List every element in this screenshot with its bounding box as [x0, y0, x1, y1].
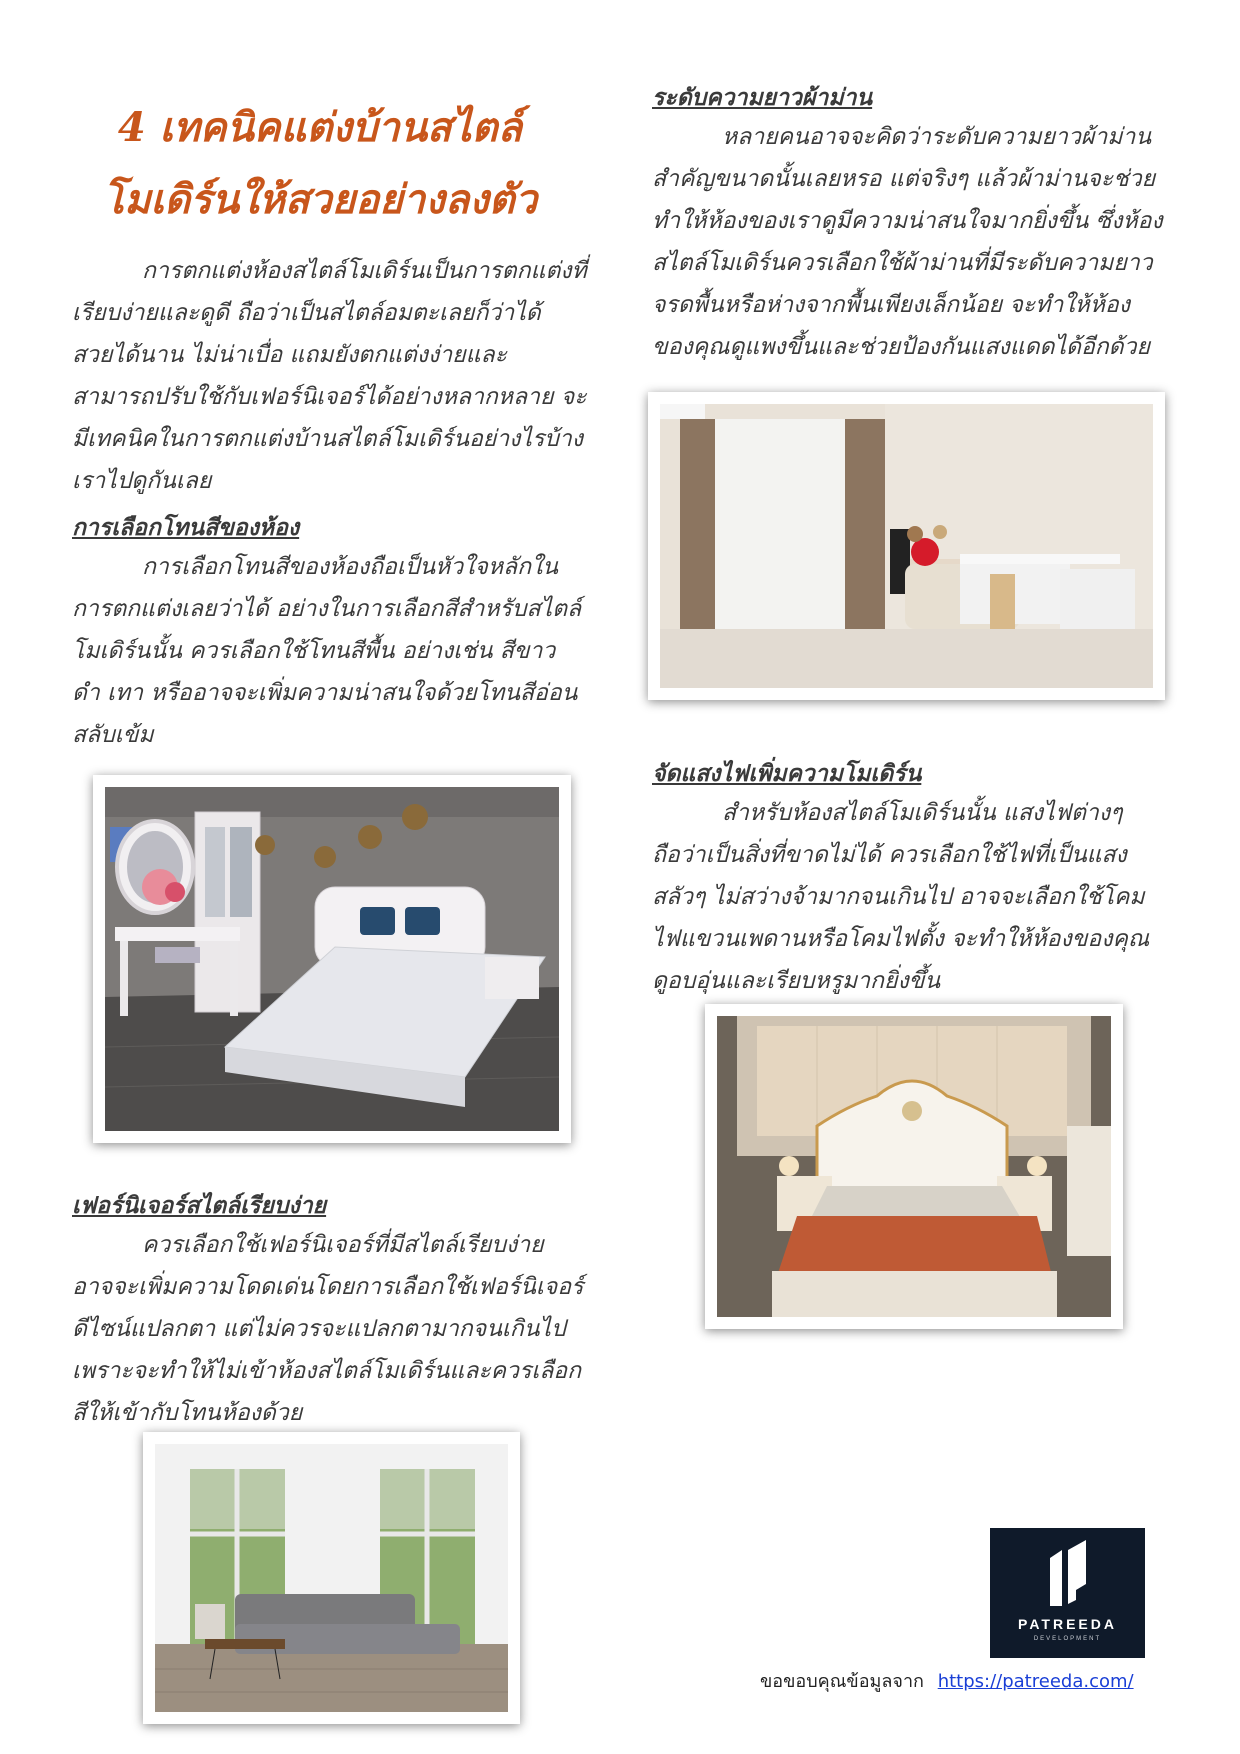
furniture-section	[72, 1188, 588, 1434]
color-heading: การเลือกโทนสีของห้อง	[72, 515, 300, 541]
living-room-photo	[648, 392, 1165, 700]
color-section	[72, 510, 588, 756]
sofa-image	[155, 1444, 508, 1712]
patreeda-logo	[990, 1528, 1145, 1658]
logo-subtitle: DEVELOPMENT	[1033, 1636, 1102, 1642]
luxury-bed-image	[717, 1016, 1111, 1317]
title-line-2: โมเดิร์นให้สวยอย่างลงตัว	[102, 176, 538, 223]
patreeda-logo-mark-icon	[1046, 1540, 1090, 1610]
curtain-paragraph: หลายคนอาจจะคิดว่าระดับความยาวผ้าม่านสำคัญขนาดนั้นเลยหรอ แต่จริงๆ แล้วผ้าม่านจะช่วยทำให้ห้องของเราดูมีความน่าสนใจมากยิ่งขึ้น ซึ่งห้องสไตล์โมเดิร์นควรเลือกใช้ผ้าม่านที่มีระดับความยาวจรดพื้นหรือห่างจากพื้นเพียงเล็กน้อย จะทำให้ห้องของคุณดูแพงขึ้นและช่วยป้องกันแสงแดดได้อีกด้วย	[652, 124, 1163, 360]
sofa-photo	[143, 1432, 520, 1724]
credit-label: ขอขอบคุณข้อมูลจาก	[760, 1671, 924, 1692]
living-room-image	[660, 404, 1153, 688]
lighting-paragraph: สำหรับห้องสไตล์โมเดิร์นนั้น แสงไฟต่างๆ ถือว่าเป็นสิ่งที่ขาดไม่ได้ ควรเลือกใช้ไฟที่เป็นแสงสลัวๆ ไม่สว่างจ้ามากจนเกินไป อาจจะเลือกใช้โคมไฟแขวนเพดานหรือโคมไฟตั้ง จะทำให้ห้องของคุณดูอบอุ่นและเรียบหรูมากยิ่งขึ้น	[652, 800, 1150, 994]
bedroom-image	[105, 787, 559, 1131]
furniture-heading: เฟอร์นิเจอร์สไตล์เรียบง่าย	[72, 1193, 327, 1219]
luxury-bed-photo	[705, 1004, 1123, 1329]
lighting-section	[652, 756, 1164, 1002]
title-line-1: 4 เทคนิคแต่งบ้านสไตล์	[117, 104, 523, 151]
credit-link[interactable]: https://patreeda.com/	[937, 1671, 1134, 1692]
bedroom-photo	[93, 775, 571, 1143]
furniture-paragraph: ควรเลือกใช้เฟอร์นิเจอร์ที่มีสไตล์เรียบง่าย อาจจะเพิ่มความโดดเด่นโดยการเลือกใช้เฟอร์นิเจอร์ดีไซน์แปลกตา แต่ไม่ควรจะแปลกตามากจนเกินไป เพราะจะทำให้ไม่เข้าห้องสไตล์โมเดิร์นและควรเลือกสีให้เข้ากับโทนห้องด้วย	[72, 1232, 584, 1426]
credit-line	[760, 1666, 1134, 1695]
page-title	[60, 92, 580, 236]
intro-section	[72, 250, 588, 502]
curtain-heading: ระดับความยาวผ้าม่าน	[652, 85, 873, 111]
logo-name: PATREEDA	[1018, 1616, 1117, 1632]
lighting-heading: จัดแสงไฟเพิ่มความโมเดิร์น	[652, 761, 922, 787]
curtain-section	[652, 80, 1164, 368]
intro-paragraph: การตกแต่งห้องสไตล์โมเดิร์นเป็นการตกแต่งที่เรียบง่ายและดูดี ถือว่าเป็นสไตล์อมตะเลยก็ว่าได้ สวยได้นาน ไม่น่าเบื่อ แถมยังตกแต่งง่ายและสามารถปรับใช้กับเฟอร์นิเจอร์ได้อย่างหลากหลาย จะมีเทคนิคในการตกแต่งบ้านสไตล์โมเดิร์นอย่างไรบ้าง เราไปดูกันเลย	[72, 258, 587, 494]
color-paragraph: การเลือกโทนสีของห้องถือเป็นหัวใจหลักในการตกแต่งเลยว่าได้ อย่างในการเลือกสีสำหรับสไตล์โมเดิร์นนั้น ควรเลือกใช้โทนสีพื้น อย่างเช่น สีขาว ดำ เทา หรืออาจจะเพิ่มความน่าสนใจด้วยโทนสีอ่อนสลับเข้ม	[72, 554, 582, 748]
